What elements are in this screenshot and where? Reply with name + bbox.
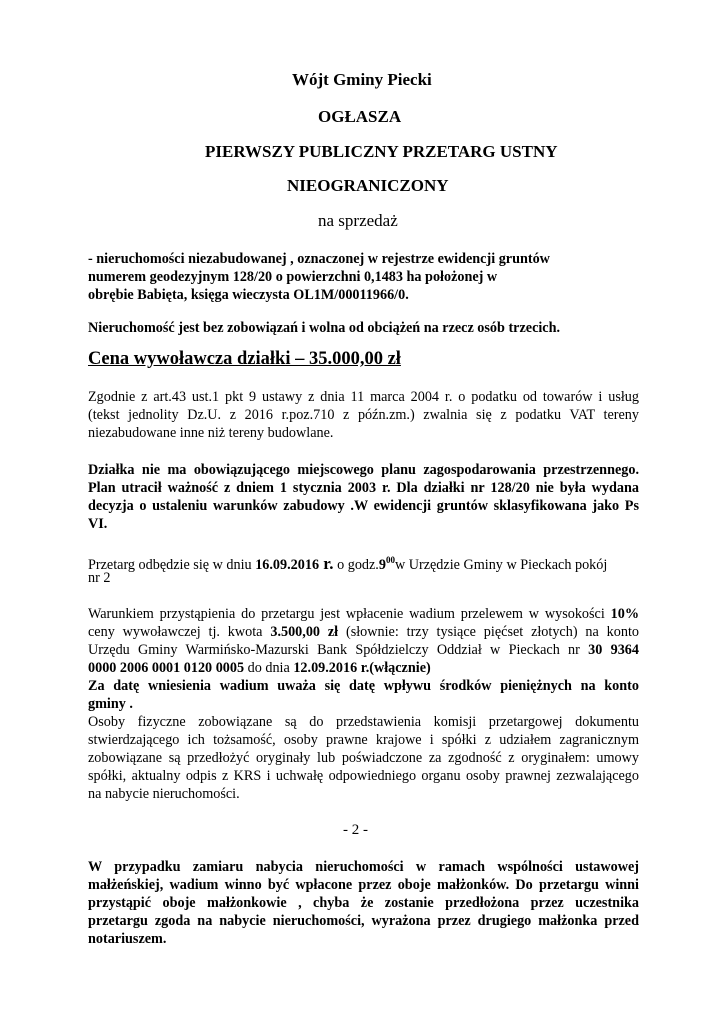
deposit-amount: 3.500,00 zł <box>270 624 339 640</box>
persons-line-5: na nabycie nieruchomości. <box>88 786 240 802</box>
header-for-sale: na sprzedaż <box>318 211 398 230</box>
persons-line-1: Osoby fizyczne zobowiązane są do przedstawienia komisji przetargowej dokumentu <box>88 714 639 730</box>
plan-line-1: Działka nie ma obowiązującego miejscowego planu zagospodarowania przestrzennego. <box>88 462 639 478</box>
deposit-bank: Urzędu Gminy Warmińsko-Mazurski Bank Spółdzielczy Oddział w Pieckach nr <box>88 642 589 658</box>
plan-line-2: Plan utracił ważność z dniem 1 stycznia 2003 r. Dla działki nr 128/20 nie była wydana <box>88 480 639 496</box>
auction-room: nr 2 <box>88 570 111 586</box>
deposit-percent: 10% <box>610 606 639 622</box>
header-auction-type: PIERWSZY PUBLICZNY PRZETARG USTNY <box>205 142 558 161</box>
plan-line-3: decyzja o ustaleniu warunków zabudowy .W ewidencji gruntów sklasyfikowana jako Ps <box>88 498 639 514</box>
vat-line-3: niezabudowane inne niż tereny budowlane. <box>88 425 334 441</box>
marriage-line-4: przetargu zgoda na nabycie nieruchomości, wyrażona przez drugiego małżonka przed <box>88 913 639 929</box>
plan-line-4: VI. <box>88 516 108 532</box>
deposit-account-start: 30 9364 <box>588 642 639 658</box>
deposit-line-5: Za datę wniesienia wadium uważa się datę wpływu środków pieniężnych na konto <box>88 678 639 694</box>
page-number: - 2 - <box>343 822 368 838</box>
marriage-line-5: notariuszem. <box>88 931 167 947</box>
header-authority: Wójt Gminy Piecki <box>292 70 432 89</box>
auction-prefix: Przetarg odbędzie się w dniu <box>88 557 256 573</box>
auction-hour: 9 <box>378 557 386 573</box>
auction-date-line <box>88 551 607 574</box>
deposit-line-6: gminy . <box>88 696 133 712</box>
property-line-1: - nieruchomości niezabudowanej , oznaczonej w rejestrze ewidencji gruntów <box>88 251 550 267</box>
deposit-line-1 <box>88 605 639 623</box>
persons-line-2: stwierdzającego ich tożsamość, osoby prawne krajowe i spółki z udziałem zagranicznym <box>88 732 639 748</box>
starting-price: Cena wywoławcza działki – 35.000,00 zł <box>88 349 401 369</box>
auction-date-suffix: r. <box>319 554 334 573</box>
deposit-line-4 <box>88 659 431 677</box>
vat-line-2: (tekst jednolity Dz.U. z 2016 r.poz.710 z późn.zm.) zwalnia się z podatku VAT tereny <box>88 407 639 423</box>
marriage-line-3: przystąpić oboje małżonkowie , chyba że zostanie przedłożona przez uczestnika <box>88 895 639 911</box>
header-unlimited: NIEOGRANICZONY <box>287 176 449 195</box>
auction-date: 16.09.2016 <box>255 557 320 573</box>
deposit-until: do dnia <box>244 660 294 676</box>
deposit-account-rest: 0000 2006 0001 0120 0005 <box>88 660 245 676</box>
auction-time-label: o godz. <box>333 557 379 573</box>
header-announces: OGŁASZA <box>318 107 402 126</box>
auction-location: w Urzędzie Gminy w Pieckach pokój <box>394 557 608 573</box>
encumbrance-statement: Nieruchomość jest bez zobowiązań i wolna od obciążeń na rzecz osób trzecich. <box>88 320 561 336</box>
deposit-deadline: 12.09.2016 r.(włącznie) <box>293 660 431 676</box>
property-line-2: numerem geodezyjnym 128/20 o powierzchni 0,1483 ha położonej w <box>88 269 498 285</box>
deposit-text-2b: (słownie: trzy tysiące pięćset złotych) na konto <box>338 624 639 640</box>
persons-line-3: zobowiązane są przedłożyć oryginały lub poświadczone za zgodność z oryginałem: umowy <box>88 750 639 766</box>
deposit-line-2 <box>88 623 639 641</box>
vat-line-1: Zgodnie z art.43 ust.1 pkt 9 ustawy z dnia 11 marca 2004 r. o podatku od towarów i usług <box>88 389 639 405</box>
property-line-3: obrębie Babięta, księga wieczysta OL1M/00011966/0. <box>88 287 409 303</box>
marriage-line-2: małżeńskiej, wadium winno być wpłacone przez oboje małżonków. Do przetargu winni <box>88 877 639 893</box>
persons-line-4: spółki, aktualny odpis z KRS i uchwałę odpowiedniego organu osoby prawnej zezwalającego <box>88 768 639 784</box>
deposit-line-3 <box>88 641 639 659</box>
deposit-text-1: Warunkiem przystąpienia do przetargu jest wpłacenie wadium przelewem w wysokości <box>88 606 611 622</box>
marriage-line-1: W przypadku zamiaru nabycia nieruchomości w ramach wspólności ustawowej <box>88 859 639 875</box>
deposit-text-2: ceny wywoławczej tj. kwota <box>88 624 271 640</box>
auction-minutes: 00 <box>385 555 395 565</box>
